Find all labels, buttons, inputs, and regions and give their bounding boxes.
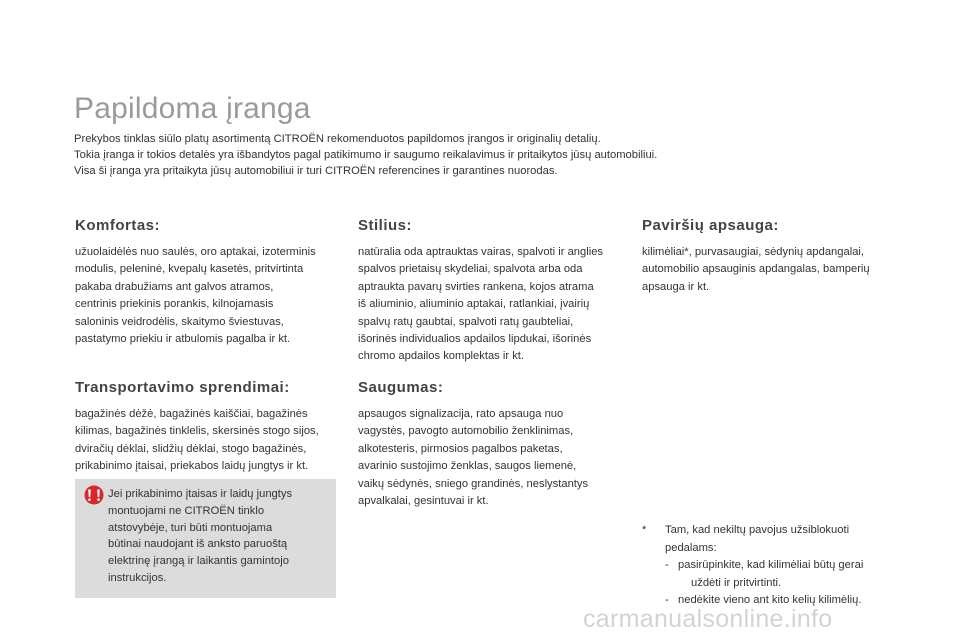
section-stilius bbox=[358, 217, 628, 366]
warning-note-text: Jei prikabinimo įtaisas ir laidų jungtys montuojami ne CITROËN tinklo atstovybėje, turi būti montuojama būtinai naudojant iš anksto paruoštą elektrinę įrangą ir laikantis gamintojo instrukcijos. bbox=[108, 488, 293, 584]
section-text: kilimėliai*, purvasaugiai, sėdynių apdangalai, automobilio apsauginis apdangalas, bamperių apsauga ir kt. bbox=[642, 246, 870, 293]
footnote-marker: * bbox=[642, 524, 647, 536]
section-pavirsiu-apsauga bbox=[642, 217, 912, 296]
intro-line: Visa ši įranga yra pritaikyta jūsų automobiliui ir turi CITROËN referencines ir garantines nuorodas. bbox=[74, 165, 558, 177]
section-text: apsaugos signalizacija, rato apsauga nuo vagystės, pavogto automobilio ženklinimas, alkotesteris, pirmosios pagalbos paketas, avarinio sustojimo ženklas, saugos liemenė, vaikų sėdynės, sniego grandinės, neslystantys apvalkalai, gesintuvai ir kt. bbox=[358, 408, 589, 508]
section-transportavimo bbox=[75, 379, 345, 476]
section-heading: Saugumas: bbox=[358, 379, 444, 396]
section-text: bagažinės dėžė, bagažinės kaiščiai, bagažinės kilimas, bagažinės tinklelis, skersinės stogo sijos, dviračių dėklai, slidžių dėklai, stogo bagažinės, prikabinimo įtaisai, priekabos laidų jungtys ir kt. bbox=[75, 408, 319, 473]
section-text: natūralia oda aptrauktas vairas, spalvoti ir anglies spalvos prietaisų skydeliai, spalvota arba oda aptraukta pavarų svirties rankena, kojos atrama iš aliuminio, aliuminio aptakai, ratlankiai, įvairių spalvų ratų gaubtai, spalvoti ratų gaubteliai, išorinės individualios apdailos lipdukai, išorinės chromo apdailos komplektas ir kt. bbox=[358, 246, 604, 363]
footnote-bullet: - nedėkite vieno ant kito kelių kilimėlių. bbox=[665, 594, 862, 606]
section-saugumas bbox=[358, 379, 628, 510]
watermark: carmanualsonline.info bbox=[583, 605, 833, 633]
warning-note bbox=[75, 479, 336, 598]
footnote-line: * Tam, kad nekiltų pavojus užsiblokuoti bbox=[642, 522, 932, 540]
section-text: užuolaidėlės nuo saulės, oro aptakai, izoterminis modulis, peleninė, kvepalų kasetės, pritvirtinta pakaba drabužiams ant galvos atramos, centrinis priekinis porankis, kilnojamasis saloninis veidrodėlis, skaitymo šviestuvas, pastatymo priekiu ir atbulomis pagalba ir kt. bbox=[75, 246, 316, 346]
intro-line: Tokia įranga ir tokios detalės yra išbandytos pagal patikimumo ir saugumo reikalavimus ir pritaikytos jūsų automobiliui. bbox=[74, 149, 658, 161]
section-heading: Komfortas: bbox=[75, 217, 161, 234]
footnote-bullet-cont: uždėti ir pritvirtinti. bbox=[691, 576, 782, 589]
page-title: Papildoma įranga bbox=[74, 92, 311, 125]
warning-icon bbox=[83, 485, 105, 505]
intro-line: Prekybos tinklas siūlo platų asortimentą CITROËN rekomenduotos papildomos įrangos ir originalių detalių. bbox=[74, 133, 601, 145]
intro-paragraph bbox=[74, 131, 894, 179]
section-heading: Paviršių apsauga: bbox=[642, 217, 779, 234]
section-komfortas bbox=[75, 217, 345, 348]
section-heading: Transportavimo sprendimai: bbox=[75, 379, 290, 396]
footnote-bullet: - pasirūpinkite, kad kilimėliai būtų gerai bbox=[665, 559, 864, 571]
footnote-line: pedalams: bbox=[665, 541, 717, 554]
section-heading: Stilius: bbox=[358, 217, 413, 234]
footnote bbox=[642, 522, 932, 610]
